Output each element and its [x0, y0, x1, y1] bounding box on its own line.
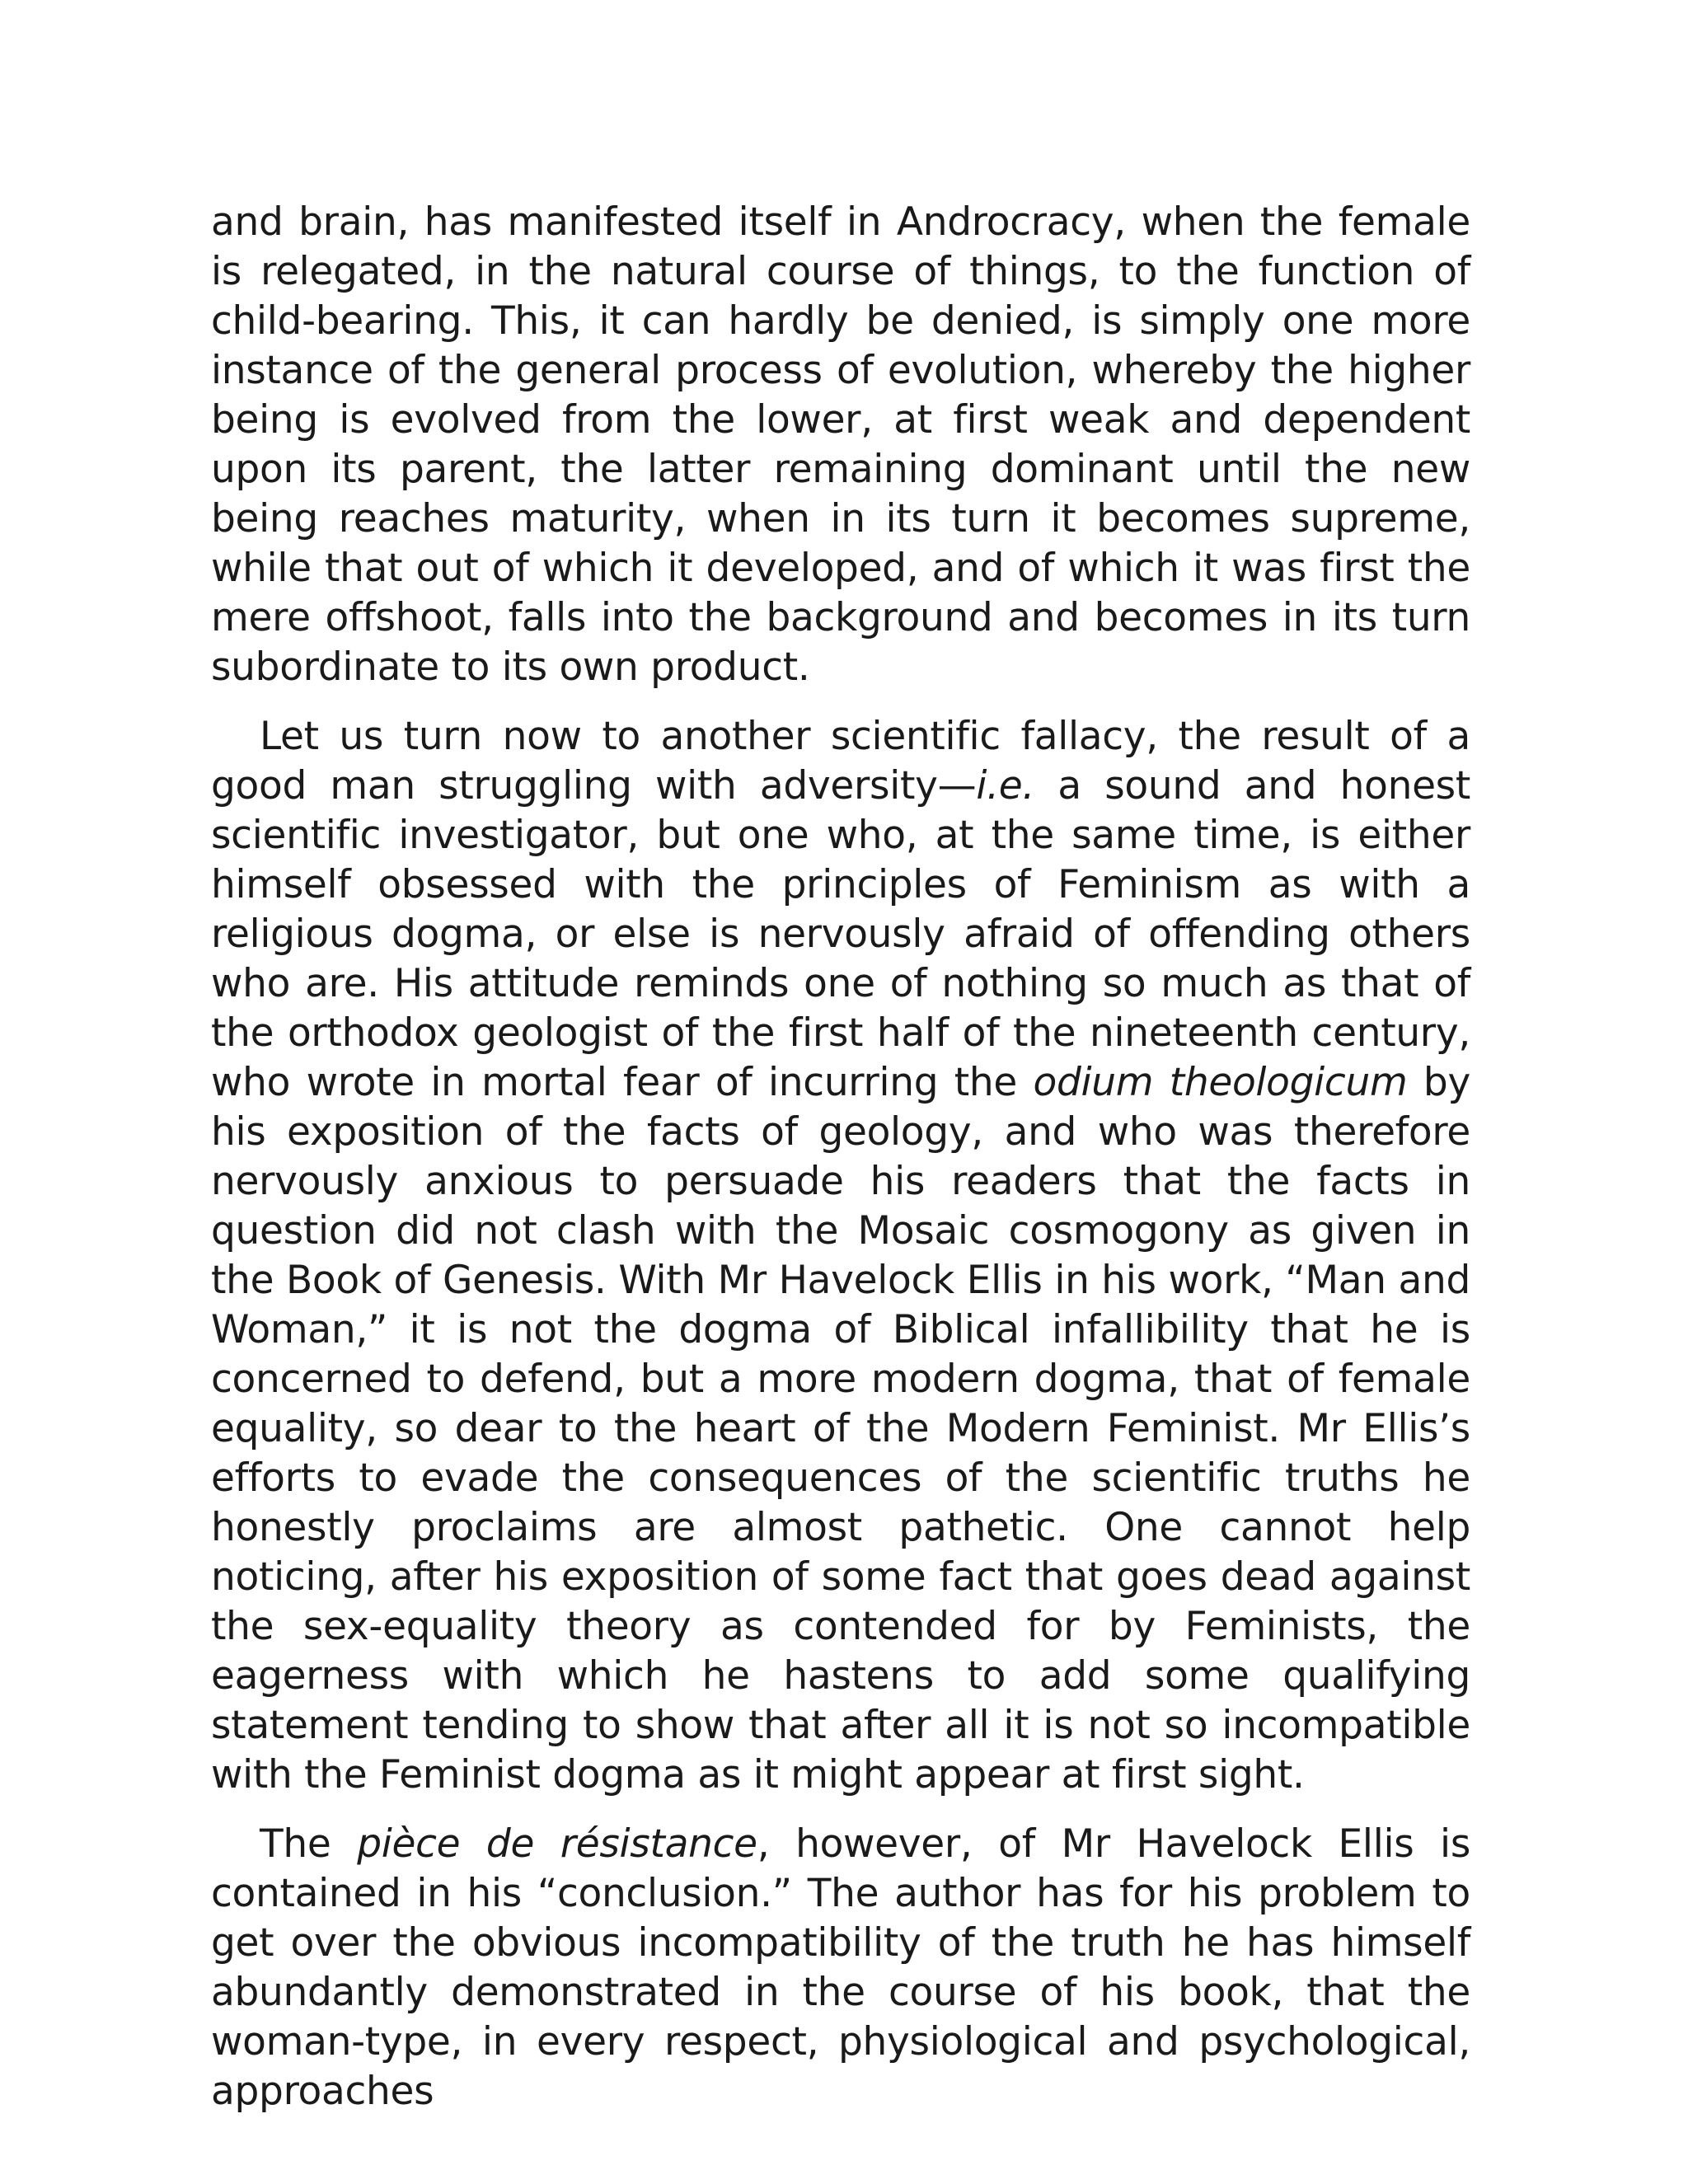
- paragraph-3: [211, 1820, 1470, 2116]
- document-page: [211, 198, 1470, 2116]
- paragraph-2-italic-odium: odium theologicum: [1033, 1060, 1408, 1105]
- paragraph-2-text-a: Let us turn now to another scientific fallacy, the result of a good man struggling with adversity—: [211, 714, 1470, 808]
- paragraph-1-text: and brain, has manifested itself in Androcracy, when the female is relegated, in the natural course of things, to the function of child-bearing. This, it can hardly be denied, is simply one more instance of the general process of evolution, whereby the higher being is evolved from the lower, at first weak and dependent upon its parent, the latter remaining dominant until the new being reaches maturity, when in its turn it becomes supreme, while that out of which it developed, and of which it was first the mere offshoot, falls into the background and becomes in its turn subordinate to its own product.: [211, 199, 1470, 690]
- paragraph-2: [211, 712, 1470, 1800]
- paragraph-3-text-b: , however, of Mr Havelock Ellis is contained in his “conclusion.” The author has for his problem to get over the obvious incompatibility of the truth he has himself abundantly demonstrated in the course of his book, that the woman-type, in every respect, physiological and psychological, approaches: [211, 1821, 1471, 2114]
- paragraph-3-text-a: The: [260, 1821, 358, 1867]
- paragraph-2-italic-ie: i.e.: [976, 763, 1034, 808]
- paragraph-3-italic-piece: pièce de résistance: [357, 1821, 757, 1867]
- paragraph-2-text-b: a sound and honest scientific investigator, but one who, at the same time, is either himself obsessed with the principles of Feminism as with a religious dogma, or else is nervously afraid of offending others who are. His attitude reminds one of nothing so much as that of the orthodox geologist of the first half of the nineteenth century, who wrote in mortal fear of incurring the: [211, 763, 1470, 1105]
- paragraph-1: [211, 198, 1470, 692]
- paragraph-2-text-c: by his exposition of the facts of geology, and who was therefore nervously anxious to persuade his readers that the facts in question did not clash with the Mosaic cosmogony as given in the Book of Genesis. With Mr Havelock Ellis in his work, “Man and Woman,” it is not the dogma of Biblical infallibility that he is concerned to defend, but a more modern dogma, that of female equality, so dear to the heart of the Modern Feminist. Mr Ellis’s efforts to evade the consequences of the scientific truths he honestly proclaims are almost pathetic. One cannot help noticing, after his exposition of some fact that goes dead against the sex-equality theory as contended for by Feminists, the eagerness with which he hastens to add some qualifying statement tending to show that after all it is not so incompatible with the Feminist dogma as it might appear at first sight.: [211, 1060, 1470, 1797]
